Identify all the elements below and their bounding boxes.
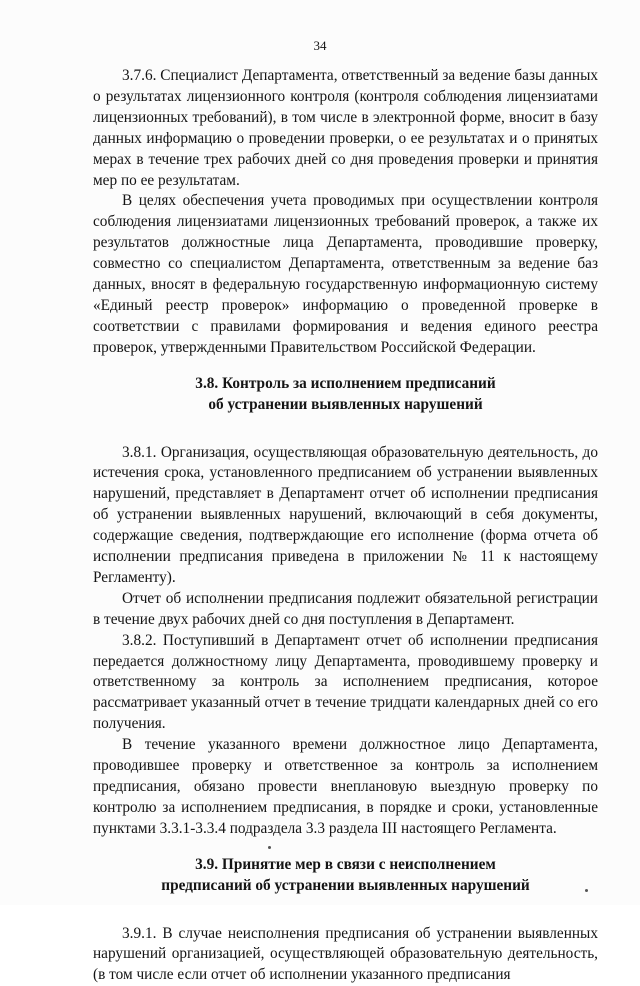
paragraph-3-8-2: 3.8.2. Поступивший в Департамент отчет об исполнении предписания передается должностному лицу Департамента, проводившему проверку и ответственному за контроль за исполнением предписания, которое рассматривает указанный отчет в течение тридцати календарных дней со его получения. <box>93 631 598 733</box>
section-heading-3-9 <box>93 855 598 897</box>
document-body <box>93 66 598 986</box>
scan-dot-mark-corner <box>585 889 588 892</box>
paragraph-3-9-1: 3.9.1. В случае неисполнения предписания об устранении выявленных нарушений организацией, осуществляющей образовательную деятельность, (в том числе если отчет об исполнении указанного предписания <box>93 924 598 984</box>
section-heading-3-9-line1: 3.9. Принятие мер в связи с неисполнением <box>195 855 496 873</box>
page-number: 34 <box>313 38 327 53</box>
paragraph-3-7-6: 3.7.6. Специалист Департамента, ответственный за ведение базы данных о результатах лицензионного контроля (контроля соблюдения лицензиатами лицензионных требований), в том числе в электронной форме, вносит в базу данных информацию о проведении проверки, о ее результатах и о принятых мерах в течение трех рабочих дней со дня проведения проверки и принятия мер по ее результатам. <box>93 67 598 189</box>
section-heading-3-8-line1: 3.8. Контроль за исполнением предписаний <box>195 374 496 392</box>
paragraph-report-registration: Отчет об исполнении предписания подлежит обязательной регистрации в течение двух рабочих дней со дня поступления в Департамент. <box>93 589 598 628</box>
paragraph-registry-entry: В целях обеспечения учета проводимых при осуществлении контроля соблюдения лицензиатами лицензионных требований проверок, а также их результатов должностные лица Департамента, проводившие проверку, совместно со специалистом Департамента, ответственным за ведение баз данных, вносят в федеральную государственную информационную систему «Единый реестр проверок» информацию о проведенной проверке в соответствии с правилами формирования и ведения единого реестра проверок, утвержденными Правительством Российской Федерации. <box>93 192 598 356</box>
paragraph-unscheduled-inspection: В течение указанного времени должностное лицо Департамента, проводившее проверку и ответственное за контроль за исполнением предписания, обязано провести внеплановую выездную проверку по контролю за исполнением предписания, в порядке и сроки, установленные пунктами 3.3.1-3.3.4 подраздела 3.3 раздела III настоящего Регламента. <box>93 736 598 837</box>
scan-dot-mark <box>268 846 271 849</box>
section-heading-3-9-line2: предписаний об устранении выявленных нарушений <box>161 876 530 894</box>
paragraph-3-8-1: 3.8.1. Организация, осуществляющая образовательную деятельность, до истечения срока, установленного предписанием об устранении выявленных нарушений, представляет в Департамент отчет об исполнении предписания об устранении выявленных нарушений, включающий в себя документы, содержащие сведения, подтверждающие его исполнение (форма отчета об исполнении предписания приведена в приложении № 11 к настоящему Регламенту). <box>93 443 598 586</box>
section-heading-3-8 <box>93 374 598 416</box>
section-heading-3-8-line2: об устранении выявленных нарушений <box>208 395 483 413</box>
